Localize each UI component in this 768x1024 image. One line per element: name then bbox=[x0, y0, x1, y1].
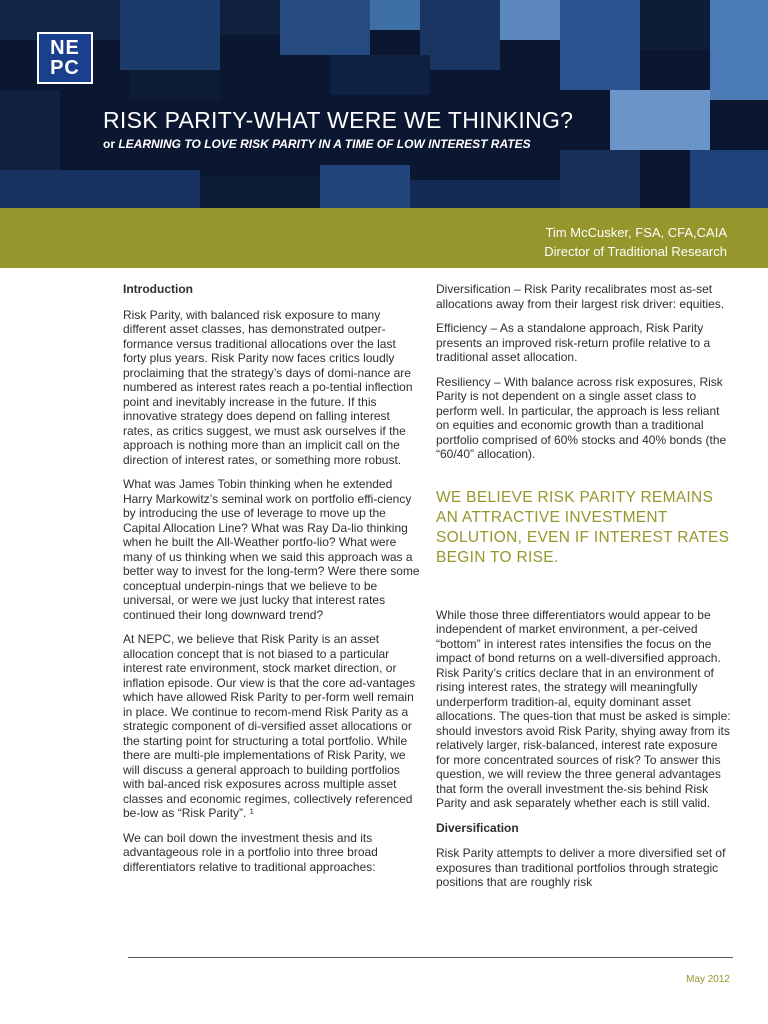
section-heading-introduction: Introduction bbox=[123, 282, 193, 296]
paragraph: At NEPC, we believe that Risk Parity is an asset allocation concept that is not biased to a particular interest rate environment, stock market direction, or inflation episode. Our view is that the core ad-vantages which have allowed Risk Parity to per-form well remain in place. We continue to recom-mend Risk Parity as a strategic component of di-versified asset allocations or the starting point for structuring a total portfolio. While there are multi-ple implementations of Risk Parity, we will discuss a general approach to building portfolios with bal-anced risk exposures across multiple asset classes and economic regimes, collectively referenced be-low as “Risk Parity”. ¹ bbox=[123, 632, 416, 820]
pull-quote: WE BELIEVE RISK PARITY REMAINS AN ATTRACTIVE INVESTMENT SOLUTION, EVEN IF INTEREST RATES BEGIN TO RISE. bbox=[436, 488, 730, 566]
decor-block bbox=[370, 0, 420, 30]
logo-text-bottom: PC bbox=[50, 57, 80, 79]
paragraph: Efficiency – As a standalone approach, Risk Parity presents an improved risk-return profile relative to a traditional asset allocation. bbox=[436, 321, 711, 364]
paragraph: We can boil down the investment thesis and its advantageous role in a portfolio into three broad differentiators relative to traditional approaches: bbox=[123, 830, 378, 874]
decor-block bbox=[130, 70, 220, 100]
decor-block bbox=[410, 180, 560, 208]
subtitle-italic: LEARNING TO LOVE RISK PARITY IN A TIME OF LOW INTEREST RATES bbox=[118, 137, 531, 151]
footer-divider bbox=[128, 957, 733, 958]
decor-block bbox=[690, 150, 768, 208]
right-column bbox=[436, 282, 733, 900]
paragraph: Diversification – Risk Parity recalibrates most as-set allocations away from their largest risk driver: equities. bbox=[436, 282, 725, 311]
decor-block bbox=[560, 150, 640, 208]
paragraph: Resiliency – With balance across risk exposures, Risk Parity is not dependent on a single asset class to perform well. In particular, the approach is less reliant on equities and economic growth than a traditional portfolio comprised of 60% stocks and 40% bonds (the “60/40” allocation). bbox=[436, 374, 727, 461]
author-name: Tim McCusker, FSA, CFA,CAIA bbox=[545, 225, 727, 240]
decor-block bbox=[560, 0, 640, 90]
paragraph: Risk Parity, with balanced risk exposure to many different asset classes, has demonstrated outper-formance versus traditional allocations over the last forty plus years. Risk Parity now faces critics loudly proclaiming that the strategy’s days of domi-nance are numbered as interest rates reach a po-tential inflection point and inevitably increase in the future. If this innovative strategy does depend on falling interest rates, as critics suggest, we must ask ourselves if the approach is nothing more than an implicit call on the direction of interest rates, or something more robust. bbox=[123, 307, 413, 467]
decor-block bbox=[610, 90, 710, 150]
decor-block bbox=[280, 0, 370, 55]
subtitle-prefix: or bbox=[103, 137, 115, 151]
logo-text-top: NE bbox=[50, 37, 80, 59]
author-role: Director of Traditional Research bbox=[544, 244, 727, 259]
decor-block bbox=[500, 0, 560, 40]
author-block bbox=[544, 223, 727, 261]
decor-block bbox=[330, 55, 430, 95]
paragraph: While those three differentiators would appear to be independent of market environment, a per-ceived “bottom” in interest rates intensifies the focus on the impact of bond returns on a well-diversified approach. Risk Parity’s critics declare that in an environment of rising interest rates, the strategy will meaningfully underperform tradition-al, equity dominant asset allocations. The ques-tion that must be asked is simple: should investors avoid Risk Parity, shying away from its relatively larger, risk-balanced, interest rate exposure for more concentrated sources of risk? To answer this question, we will review the three general advantages that form the overall investment the-sis behind Risk Parity and ask separately whether each is still valid. bbox=[436, 607, 731, 810]
section-heading-diversification: Diversification bbox=[436, 820, 519, 835]
paragraph: Risk Parity attempts to deliver a more diversified set of exposures than traditional portfolios through strategic positions that are roughly risk bbox=[436, 846, 726, 889]
decor-block bbox=[710, 0, 768, 100]
document-title: RISK PARITY-WHAT WERE WE THINKING? bbox=[103, 107, 574, 133]
decor-block bbox=[0, 170, 200, 208]
decor-block bbox=[200, 175, 320, 208]
decor-block bbox=[320, 165, 410, 208]
decor-block bbox=[640, 0, 710, 50]
header-banner bbox=[0, 0, 768, 208]
document-subtitle bbox=[103, 137, 531, 151]
decor-block bbox=[220, 0, 280, 35]
left-column bbox=[123, 282, 420, 884]
publication-date: May 2012 bbox=[686, 974, 730, 985]
decor-block bbox=[120, 0, 220, 70]
nepc-logo bbox=[37, 32, 93, 84]
paragraph: What was James Tobin thinking when he extended Harry Markowitz’s seminal work on portfolio effi-ciency by introducing the use of leverage to move up the Capital Allocation Line? What was Ray Da-lio thinking when he built the All-Weather portfo-lio? What were many of us thinking when we said this approach was a better way to invest for the long-term? Were there some conceptual underpin-nings that we believe to be universal, or were we just lucky that interest rates continued their long downward trend? bbox=[123, 477, 420, 622]
decor-block bbox=[420, 0, 500, 70]
